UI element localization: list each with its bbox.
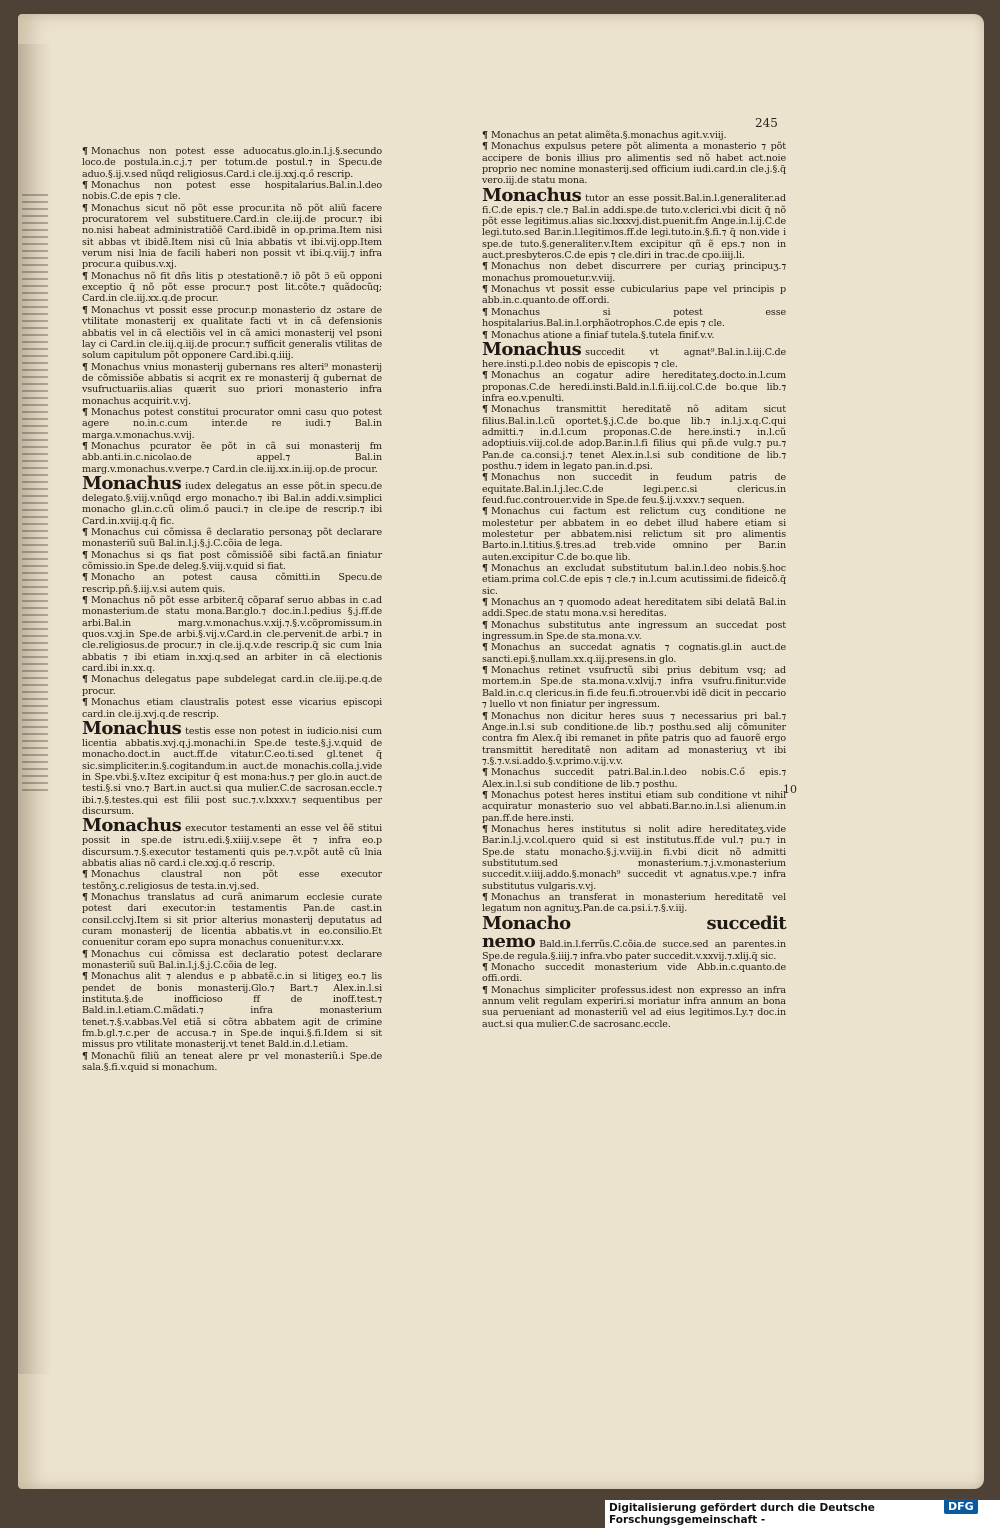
text-entry (82, 892, 382, 949)
text-entry (482, 962, 786, 985)
entry-text: Monachus heres institutus si nolit adire hereditateʒ.vide Bar.in.l.j.v.col.quero quid si est institutus.ff.de vul.⁊ pu.⁊ in Spe.de statu monacho.§.j.v.viij.in fi.vbi dicit nõ admitti substitutum.sed monasterium.⁊.j.v.monasterium succedit.v.iiij.addo.§.monach⁹ succedit vt agnatus.v.pe.⁊ infra substitutus vulgaris.v.vj. (482, 823, 786, 892)
pilcrow-icon: ¶ (482, 642, 488, 654)
text-entry (482, 597, 786, 620)
pilcrow-icon: ¶ (482, 506, 488, 518)
entry-text: Monachus an excludat substitutum bal.in.l.deo nobis.§.hoc etiam.prima col.C.de epis ⁊ cle.⁊ in.l.cum acutissimi.de fideicõ.q̃ sic. (482, 563, 786, 597)
pilcrow-icon: ¶ (82, 971, 88, 983)
pilcrow-icon: ¶ (482, 261, 488, 273)
text-entry (82, 180, 382, 203)
pilcrow-icon: ¶ (82, 869, 88, 881)
text-entry (482, 912, 786, 962)
pilcrow-icon: ¶ (482, 597, 488, 609)
text-entry (482, 790, 786, 824)
pilcrow-icon: ¶ (82, 674, 88, 686)
text-entry (82, 817, 382, 869)
text-entry (482, 985, 786, 1030)
text-entry (482, 130, 786, 141)
entry-text: Bald.in.l.ferrũs.C.cõia.de succe.sed an parentes.in Spe.de regula.§.iiij.⁊ infra.vbo pater succedit.v.xxvij.⁊.xlij.q̃ sic. (482, 938, 786, 962)
pilcrow-icon: ¶ (82, 1050, 88, 1062)
text-entry (482, 284, 786, 307)
entry-text: tutor an esse possit.Bal.in.l.generaliter.ad fi.C.de epis.⁊ cle.⁊ Bal.in addi.spe.de tuto.v.clerici.vbi dicit q̃ nõ põt esse legitimus.alias sic.lxxxvj.dist.puenit.fm Ange.in.l.ij.C.de legi.tuto.sed Bar.in.l.legitimos.ff.de legi.tuto.in.§.fi.⁊ q̃ non.vide i spe.de tuto.§.generaliter.v.Item excipitur qñ ẽ eps.⁊ non in auct.presbyteros.C.de epis ⁊ cle.diri in trac.de cpo.iiij.li. (482, 192, 786, 262)
text-entry (82, 697, 382, 720)
pilcrow-icon: ¶ (82, 948, 88, 960)
entry-heading: Monachus (482, 184, 582, 206)
text-entry (482, 665, 786, 710)
text-entry (82, 949, 382, 972)
entry-text: Monachũ filiũ an teneat alere pr vel monasteriũ.i Spe.de sala.§.fi.v.quid si monachum. (82, 1050, 382, 1074)
pilcrow-icon: ¶ (482, 962, 488, 974)
digitization-credit: Digitalisierung gefördert durch die Deutsche Forschungsgemeinschaft - (605, 1500, 1000, 1528)
entry-text: testis esse non potest in iudicio.nisi cum licentia abbatis.xvj.q.j.monachi.in Spe.de teste.§.j.v.quid de monacho.doct.in auct.ff.de vitatur.C.eo.ti.sed gl.tenet q̃ sic.simpliciter.in.§.cogitandum.in auct.de monachis.colla.j.vide in Spe.vbi.§.v.Itez excipitur q̃ est mona:hus.⁊ per glo.in auct.de testi.§.si vno.⁊ Bart.in auct.si qua mulier.C.de sacrosan.eccle.⁊ ibi.⁊.§.testes.qui est filii post suc.⁊.v.lxxxv.⁊ sequentibus per discursum. (82, 725, 382, 817)
entry-text: Monachus cui cõmissa ẽ declaratio personaʒ põt declarare monasteriũ suũ Bal.in.l.j.§.j.C.cõia de lega. (82, 527, 382, 550)
entry-text: Monachus pcurator ẽe põt in cã sui monasterij fm abb.anti.in.c.nicolao.de appel.⁊ Bal.in marg.v.monachus.v.verpe.⁊ Card.in cle.iij.xx.in.iij.op.de procur. (82, 440, 382, 475)
text-entry (82, 271, 382, 305)
pilcrow-icon: ¶ (482, 710, 488, 722)
text-entry (82, 971, 382, 1050)
pilcrow-icon: ¶ (82, 572, 88, 584)
entry-text: Monachus nõ fit dñs litis p ɔtestationẽ.⁊ iõ põt ɔ̃ eũ opponi exceptio q̃ nõ põt esse procur.⁊ post lit.cõte.⁊ quãdocũq; Card.in cle.iij.xx.q.de procur. (82, 270, 382, 305)
entry-heading: Monachus (482, 338, 582, 360)
entry-heading: Monachus (82, 717, 182, 739)
entry-text: Monachus alit ⁊ alendus e p abbatẽ.c.in si litigeʒ eo.⁊ lis pendet de bonis monasterij.Glo.⁊ Bart.⁊ Alex.in.l.si instituta.§.de inofficioso ff de inoff.test.⁊ Bald.in.l.etiam.C.mãdati.⁊ infra monasterium tenet.⁊.§.v.abbas.Vel etiã si cõtra abbatem agit de crimine fm.b.gl.⁊.c.per de accusa.⁊ in Spe.de inqui.§.fi.Idem si sit missus pro vtilitate monasterij.vt tenet Bald.in.d.l.etiam. (82, 971, 382, 1051)
entry-text: iudex delegatus an esse põt.in specu.de delegato.§.viij.v.nũqd ergo monacho.⁊ ibi Bal.in addi.v.simplici monacho gl.in.c.cũ olim.ő pauci.⁊ in cle.ipe de rescrip.⁊ ibi Card.in.xviij.q.q̃ fic. (82, 480, 382, 527)
pilcrow-icon: ¶ (82, 527, 88, 538)
entry-text: Monachus retinet vsufructũ sibi prius debitum vsq; ad mortem.in Spe.de sta.mona.v.xlvij.⁊ infra vsufru.finitur.vide Bald.in.c.q clericus.in fi.de feu.fi.ɔtrouer.vbi idẽ dicit in peccario ⁊ luello vt non finiatur per ingressum. (482, 665, 786, 711)
pilcrow-icon: ¶ (82, 202, 88, 214)
pilcrow-icon: ¶ (482, 329, 488, 341)
text-entry (82, 362, 382, 407)
pilcrow-icon: ¶ (482, 404, 488, 416)
entry-text: Monachus claustral non põt esse executor testõnʒ.c.religiosus de testa.in.vj.sed. (82, 869, 382, 892)
text-entry (82, 550, 382, 573)
entry-text: Monachus potest constitui procurator omni casu quo potest agere no.in.c.cum inter.de re iudi.⁊ Bal.in marga.v.monachus.v.vij. (82, 406, 382, 441)
text-entry (82, 595, 382, 674)
entry-text: Monachus simpliciter professus.idest non expresso an infra annum velit regulam experiri.si moriatur infra annum an bona sua perueniant ad monasteriũ vel ad eius legitimos.Ly.⁊ doc.in auct.si qua mulier.C.de sacrosanc.eccle. (482, 984, 786, 1030)
entry-text: Monachus si potest esse hospitalarius.Bal.in.l.orphãotrophos.C.de epis ⁊ cle. (482, 306, 786, 330)
pilcrow-icon: ¶ (482, 789, 488, 801)
pilcrow-icon: ¶ (82, 595, 88, 607)
entry-text: Monachus an petat alimẽta.§.monachus agit.v.viij. (490, 130, 727, 141)
entry-text: Monachus vnius monasterij gubernans res alteri⁹ monasterij de cõmissiõe abbatis si acqrit ex re monasterij q̃ gubernat de vsufructuariis.alias quærit suo priori monasterio infra monachus acquirit.v.vj. (82, 361, 382, 407)
text-entry (482, 338, 786, 370)
text-entry (82, 305, 382, 362)
entry-text: executor testamenti an esse vel ẽẽ stitui possit in spe.de istru.edi.§.xiiij.v.sepe ẽt ⁊ infra eo.p discursum.⁊.§.executor testamenti quis pe.⁊.v.põt autẽ cũ lnia abbatis alias nõ card.i cle.xxj.q.ő rescrip. (82, 823, 382, 869)
text-entry (482, 261, 786, 284)
pilcrow-icon: ¶ (482, 823, 488, 835)
entry-text: Monachus etiam claustralis potest esse vicarius episcopi card.in cle.ij.xvj.q.de rescrip. (82, 697, 382, 720)
text-entry (482, 141, 786, 186)
text-entry (82, 203, 382, 271)
pilcrow-icon: ¶ (482, 284, 488, 296)
entry-text: Monachus atione a finiaf tutela.§.tutela finif.v.v. (490, 329, 715, 341)
pilcrow-icon: ¶ (82, 697, 88, 709)
entry-text: Monachus delegatus pape subdelegat card.in cle.iij.pe.q.de procur. (82, 674, 382, 697)
previous-page-edge (22, 194, 48, 794)
text-entry (82, 407, 382, 441)
entry-text: Monachus non succedit in feudum patris de equitate.Bal.in.l.j.lec.C.de legi.per.c.si clericus.in feud.fuc.controuer.vide in Spe.de feu.§.ij.v.xxv.⁊ sequen. (482, 472, 786, 506)
entry-text: Monachus si qs fiat post cõmissiõẽ sibi factã.an finiatur cõmissio.in Spe.de deleg.§.viij.v.quid si fiat. (82, 549, 382, 573)
pilcrow-icon: ¶ (482, 141, 488, 153)
entry-text: Monachus cui factum est relictum cuʒ conditione ne molestetur per abbatem in eo debet illud habere etiam si molestetur per abbatem.nisi relictum sit pro alimentis Barto.in.l.titius.§.tres.ad treb.vide omnino per Bar.in auten.excipitur C.de bo.que lib. (482, 506, 786, 563)
pilcrow-icon: ¶ (482, 306, 488, 318)
entry-text: Monachus cui cõmissa est declaratio potest declarare monasteriũ suũ Bal.in.l.j.§.j.C.cõia de leg. (82, 948, 382, 972)
text-entry (482, 642, 786, 665)
entry-text: Monachus an transferat in monasterium hereditatẽ vel legatum non agnituʒ.Pan.de ca.psi.i.⁊.§.v.iij. (482, 892, 786, 915)
entry-text: Monacho an potest causa cõmitti.in Specu.de rescrip.pñ.§.iij.v.si autem quis. (82, 572, 382, 595)
pilcrow-icon: ¶ (82, 270, 88, 282)
entry-text: Monachus vt possit esse procur.p monasterio dz ɔstare de vtilitate monasterij ex qualitate facti vt in cã defensionis abbatis vel in cã electiõis vel in cã amici monasterij vel psoni lay ci Card.in cle.iij.q.iij.de procur.⁊ sufficit generalis vtilitas de solum capitulum põt opponere Card.ibi.q.iiij. (82, 304, 382, 362)
pilcrow-icon: ¶ (82, 361, 88, 373)
entry-text: succedit vt agnat⁹.Bal.in.l.iij.C.de here.insti.p.l.deo nobis de episcopis ⁊ cle. (482, 346, 786, 370)
text-entry (82, 146, 382, 180)
entry-text: Monachus non potest esse hospitalarius.Bal.in.l.deo nobis.C.de epis ⁊ cle. (82, 180, 382, 203)
text-entry (482, 307, 786, 330)
text-entry (482, 563, 786, 597)
entry-text: Monachus potest heres institui etiam sub conditione vt nihil acquiratur monasterio suo vel abbati.Bar.no.in.l.si alienum.in pan.ff.de here.insti. (482, 789, 786, 824)
text-entry (82, 572, 382, 595)
page-gutter (18, 44, 52, 1374)
pilcrow-icon: ¶ (482, 984, 488, 996)
entry-text: Monachus translatus ad curã animarum ecclesie curate potest dari executor:in testamentis Pan.de cast.in consil.cclvj.Item si sit prior alterius monasterij deputatus ad curam monasterij de licentia abbatis.vt in eo.consilio.Et conuenitur coram epo supra monachus conuenitur.v.xx. (82, 891, 382, 949)
text-entry (482, 472, 786, 506)
entry-text: Monachus non dicitur heres suus ⁊ necessarius pri bal.⁊ Ange.in.l.si sub conditione.de lib.⁊ posthu.sed alij cõmuniter contra fm Alex.q̃ ibi remanet in pñte patris quo ad fauorẽ ergo transmittit hereditatẽ non aditam ad monasteriuʒ vt ibi ⁊.§.⁊.v.si.addo.§.v.primo.v.ij.v.v. (482, 710, 786, 767)
text-entry (482, 824, 786, 892)
entry-text: Monachus non potest esse aduocatus.glo.in.l.j.§.secundo loco.de postula.in.c.j.⁊ per totum.de postul.⁊ in Specu.de aduo.§.ij.v.sed nũqd religiosus.Card.i cle.ij.xxj.q.ő rescrip. (82, 146, 382, 180)
folio-number: 245 (755, 116, 778, 130)
pilcrow-icon: ¶ (82, 146, 88, 157)
margin-note: 10 (783, 783, 797, 796)
right-text-column (482, 130, 786, 1030)
text-entry (482, 370, 786, 404)
text-entry (482, 184, 786, 262)
text-entry (482, 711, 786, 768)
entry-text: Monacho succedit monasterium vide Abb.in.c.quanto.de offi.ordi. (482, 962, 786, 985)
pilcrow-icon: ¶ (82, 304, 88, 316)
pilcrow-icon: ¶ (82, 406, 88, 418)
entry-text: Monachus non debet discurrere per curiaʒ principuʒ.⁊ monachus promouetur.v.viij. (482, 261, 786, 284)
entry-text: Monachus an succedat agnatis ⁊ cognatis.gl.in auct.de sancti.epi.§.nullam.xx.q.iij.presens.in glo. (482, 642, 786, 665)
text-entry (482, 506, 786, 563)
entry-text: Monachus nõ põt esse arbiter.q̃ cõparaf seruo abbas in c.ad monasterium.de statu mona.Bar.glo.⁊ doc.in.l.pedius §.j.ff.de arbi.Bal.in marg.v.monachus.v.xij.⁊.§.v.cõpromissum.in quos.v.xj.in Spe.de arbi.§.vij.v.Card.in cle.pervenit.de arbi.⁊ in cle.religiosus.de procur.⁊ in cle.ij.q.v.de rescrip.q̃ sic cum lnia abbatis ⁊ ibi etiam in.xxj.q.sed an arbiter in cã electionis card.ibi in.xx.q. (82, 595, 382, 675)
pilcrow-icon: ¶ (482, 892, 488, 903)
pilcrow-icon: ¶ (482, 665, 488, 677)
entry-text: Monachus an cogatur adire hereditateʒ.docto.in.l.cum proponas.C.de heredi.insti.Bald.in.l.fi.iij.col.C.de bo.que lib.⁊ infra eo.v.penulti. (482, 370, 786, 404)
pilcrow-icon: ¶ (482, 130, 488, 141)
pilcrow-icon: ¶ (482, 370, 488, 382)
entry-text: Monachus substitutus ante ingressum an succedat post ingressum.in Spe.de sta.mona.v.v. (482, 619, 786, 643)
text-entry (482, 767, 786, 790)
pilcrow-icon: ¶ (82, 891, 88, 903)
pilcrow-icon: ¶ (82, 549, 88, 561)
entry-text: Monachus vt possit esse cubicularius pape vel principis p abb.in.c.quanto.de off.ordi. (482, 284, 786, 307)
pilcrow-icon: ¶ (482, 472, 488, 484)
text-entry (82, 674, 382, 697)
entry-text: Monachus sicut nõ põt esse procur.ita nõ põt aliũ facere procuratorem vel substituere.Card.in cle.iij.de procur.⁊ ibi no.nisi habeat administratiõẽ Card.ibidẽ in op.prima.Item nisi sit abbas vt ibidẽ.Item nisi cũ lnia abbatis vt ibi.vij.opp.Item verum nisi lnia de facili haberi non possit vt ibi.q.viij.⁊ infra procur.a quibus.v.xj. (82, 202, 382, 271)
pilcrow-icon: ¶ (82, 180, 88, 192)
entry-heading: Monacho succedit nemo (482, 912, 786, 952)
text-entry (82, 869, 382, 892)
entry-text: Monachus expulsus petere põt alimenta a monasterio ⁊ põt accipere de bonis illius pro alimentis sed nõ habet act.noie proprio nec nomine monasterij.sed officium iudi.card.in cle.j.§.q̃ vero.iij.de statu mona. (482, 141, 786, 187)
text-entry (82, 1051, 382, 1074)
text-entry (82, 472, 382, 527)
entry-text: Monachus an ⁊ quomodo adeat hereditatem sibi delatã Bal.in addi.Spec.de statu mona.v.si hereditas. (482, 597, 786, 620)
text-entry (482, 404, 786, 472)
entry-text: Monachus succedit patri.Bal.in.l.deo nobis.C.ő epis.⁊ Alex.in.l.si sub conditione de lib.⁊ posthu. (482, 767, 786, 790)
text-entry (82, 441, 382, 475)
text-entry (82, 527, 382, 550)
left-text-column (82, 146, 382, 1073)
entry-heading: Monachus (82, 472, 182, 494)
text-entry (482, 620, 786, 643)
pilcrow-icon: ¶ (482, 563, 488, 575)
entry-text: Monachus transmittit hereditatẽ nõ aditam sicut filius.Bal.in.l.cũ oportet.§.j.C.de bo.que lib.⁊ in.l.j.x.q.C.qui admitti.⁊ in.d.l.cum proponas.C.de here.insti.⁊ in.l.cũ adoptiuis.viij.col.de adop.Bar.in.l.fi filius qui pñ.de vulg.⁊ pu.⁊ Pan.de ca.consi.j.⁊ tenet Alex.in.l.si sub conditione de lib.⁊ posthu.⁊ idem in legato pan.in.d.psi. (482, 404, 786, 472)
entry-heading: Monachus (82, 815, 182, 837)
pilcrow-icon: ¶ (482, 619, 488, 631)
pilcrow-icon: ¶ (82, 440, 88, 452)
pilcrow-icon: ¶ (482, 767, 488, 779)
dfg-logo: DFG (944, 1499, 978, 1514)
text-entry (82, 717, 382, 817)
text-entry (482, 892, 786, 915)
